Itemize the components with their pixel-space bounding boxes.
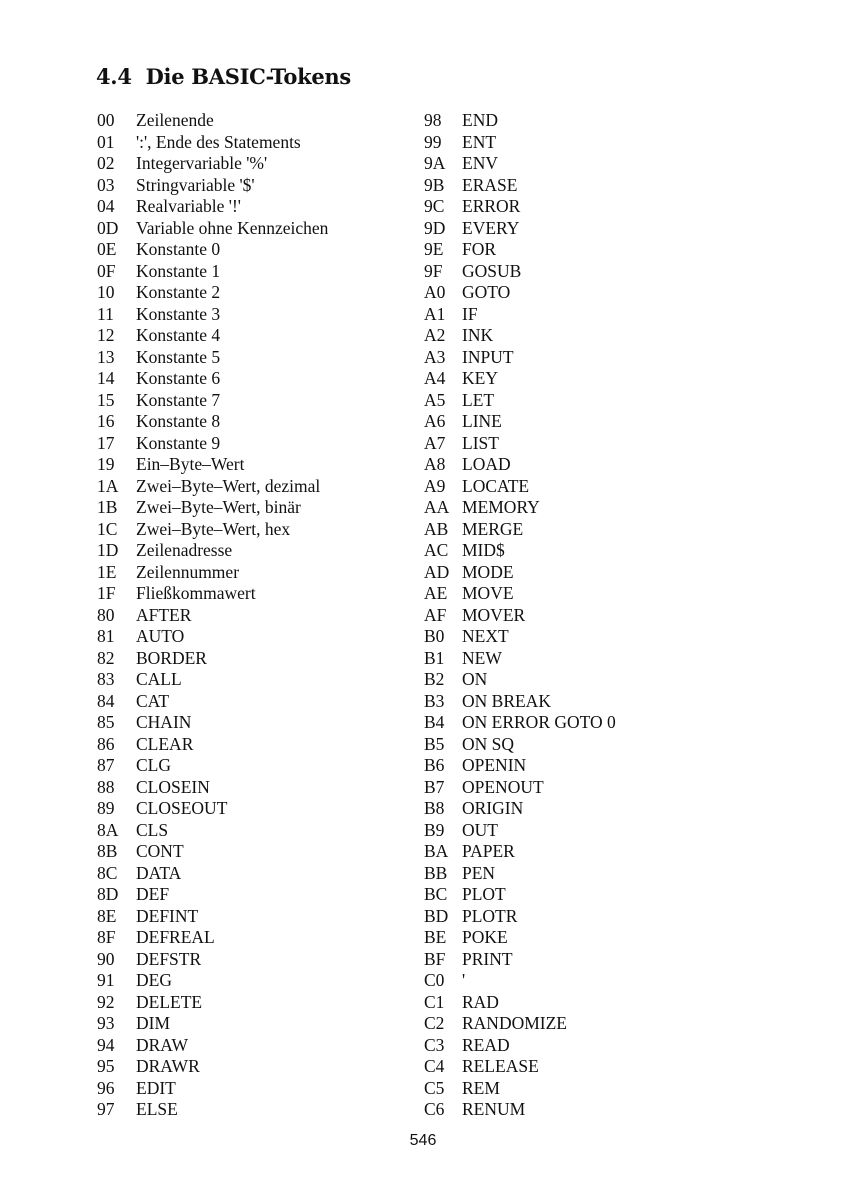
token-row [424, 282, 616, 304]
token-row [97, 669, 328, 691]
token-row [424, 734, 616, 756]
token-code: BF [424, 948, 446, 969]
token-code: 15 [97, 389, 115, 410]
token-code: 04 [97, 196, 115, 216]
token-row [424, 927, 616, 949]
page-number: 546 [409, 1132, 437, 1149]
token-name: DEFINT [136, 905, 199, 926]
token-name: Konstante 1 [136, 260, 221, 281]
token-name: Konstante 6 [136, 368, 221, 388]
token-name: DEFSTR [136, 948, 202, 969]
token-name: CHAIN [136, 712, 192, 732]
token-name: PRINT [462, 948, 513, 969]
token-code: AD [424, 561, 450, 582]
token-code: 83 [97, 669, 115, 689]
token-row [97, 196, 328, 218]
token-code: 96 [97, 1077, 115, 1098]
token-code: 1F [97, 583, 116, 603]
token-row [424, 648, 616, 670]
token-row [424, 669, 616, 691]
token-code: 02 [97, 153, 115, 173]
token-row [97, 110, 328, 132]
token-code: B3 [424, 690, 445, 711]
token-name: CLG [136, 755, 171, 775]
token-code: 86 [97, 733, 115, 754]
token-code: 13 [97, 346, 115, 367]
token-code: 8D [97, 884, 119, 904]
token-row [97, 1056, 328, 1078]
token-code: AB [424, 518, 449, 539]
token-name: Integervariable '%' [136, 153, 268, 173]
token-row [97, 927, 328, 949]
token-name: LIST [462, 432, 499, 453]
token-code: 98 [424, 110, 442, 130]
token-code: B9 [424, 819, 445, 840]
token-code: 0D [97, 217, 119, 238]
token-name: LET [462, 389, 495, 410]
token-row [97, 798, 328, 820]
token-code: BD [424, 905, 449, 926]
token-name: MOVER [462, 604, 526, 625]
token-row [424, 433, 616, 455]
token-code: 9F [424, 260, 443, 281]
token-name: Ein–Byte–Wert [136, 454, 245, 474]
section-number: 4.4 [96, 64, 132, 89]
token-name: AUTO [136, 626, 185, 646]
token-row [424, 261, 616, 283]
token-name: MEMORY [462, 497, 540, 517]
token-code: 11 [97, 303, 114, 324]
token-row [97, 1099, 328, 1121]
token-name: Konstante 5 [136, 346, 221, 367]
token-row [97, 820, 328, 842]
token-name: DIM [136, 1013, 171, 1033]
token-row [424, 325, 616, 347]
token-row [97, 411, 328, 433]
token-row [424, 992, 616, 1014]
token-name: PEN [462, 862, 496, 883]
token-row [424, 712, 616, 734]
token-code: 19 [97, 454, 115, 474]
token-code: 94 [97, 1034, 115, 1055]
token-code: 12 [97, 325, 115, 345]
token-row [97, 476, 328, 498]
token-name: ':', Ende des Statements [136, 131, 301, 152]
token-row [424, 755, 616, 777]
token-name: INPUT [462, 346, 514, 367]
token-row [424, 1035, 616, 1057]
token-row [97, 153, 328, 175]
token-code: B0 [424, 626, 445, 646]
token-row [97, 1035, 328, 1057]
token-row [97, 497, 328, 519]
token-code: 92 [97, 991, 115, 1012]
token-code: 1D [97, 540, 119, 560]
token-row [424, 304, 616, 326]
token-name: RELEASE [462, 1056, 539, 1076]
token-row [424, 949, 616, 971]
token-name: RAD [462, 991, 499, 1012]
token-row [97, 970, 328, 992]
token-row [97, 992, 328, 1014]
token-name: POKE [462, 927, 508, 947]
token-code: A0 [424, 282, 446, 302]
token-name: LOCATE [462, 475, 530, 496]
token-name: Konstante 4 [136, 325, 221, 345]
token-name: RANDOMIZE [462, 1013, 567, 1033]
token-name: DEG [136, 970, 172, 990]
token-name: Zeilennummer [136, 561, 240, 582]
token-name: ERASE [462, 174, 518, 195]
token-code: 8B [97, 841, 118, 861]
token-row [97, 841, 328, 863]
token-row [424, 454, 616, 476]
token-row [97, 304, 328, 326]
token-row [97, 218, 328, 240]
token-row [424, 970, 616, 992]
token-code: A7 [424, 432, 446, 453]
token-name: ON [462, 669, 488, 689]
token-code: 16 [97, 411, 115, 431]
token-row [424, 347, 616, 369]
token-name: MERGE [462, 518, 524, 539]
token-code: AF [424, 604, 447, 625]
token-row [97, 863, 328, 885]
token-code: BB [424, 862, 448, 883]
token-code: A6 [424, 411, 446, 431]
token-code: 8E [97, 905, 117, 926]
token-name: CLS [136, 819, 169, 840]
token-row [424, 519, 616, 541]
token-name: LOAD [462, 454, 511, 474]
token-name: ENV [462, 153, 498, 173]
token-name: END [462, 110, 498, 130]
token-name: AFTER [136, 604, 192, 625]
token-row [424, 153, 616, 175]
token-name: NEW [462, 647, 502, 668]
token-row [97, 605, 328, 627]
token-row [97, 368, 328, 390]
token-row [97, 777, 328, 799]
token-name: ELSE [136, 1099, 178, 1119]
token-row [424, 691, 616, 713]
token-row [97, 239, 328, 261]
token-row [97, 519, 328, 541]
token-name: REM [462, 1077, 500, 1098]
token-code: B4 [424, 712, 445, 732]
token-code: C4 [424, 1056, 445, 1076]
token-row [424, 368, 616, 390]
token-row [97, 1013, 328, 1035]
token-row [424, 1056, 616, 1078]
token-code: A5 [424, 389, 446, 410]
token-code: 91 [97, 970, 115, 990]
token-code: A3 [424, 346, 446, 367]
token-name: GOSUB [462, 260, 522, 281]
token-row [424, 906, 616, 928]
token-name: ON SQ [462, 733, 515, 754]
token-name: ON ERROR GOTO 0 [462, 712, 616, 732]
token-row [97, 132, 328, 154]
token-code: C0 [424, 970, 445, 990]
token-name: OUT [462, 819, 498, 840]
token-row [424, 497, 616, 519]
token-row [424, 841, 616, 863]
token-code: 0E [97, 239, 117, 259]
token-name: CALL [136, 669, 182, 689]
token-row [424, 1078, 616, 1100]
token-code: B7 [424, 776, 445, 797]
token-code: 99 [424, 131, 442, 152]
token-name: ENT [462, 131, 497, 152]
token-code: A8 [424, 454, 446, 474]
token-row [97, 734, 328, 756]
token-code: B2 [424, 669, 445, 689]
token-code: 9E [424, 239, 444, 259]
token-name: Fließkommawert [136, 583, 256, 603]
token-name: RENUM [462, 1099, 526, 1119]
token-code: 10 [97, 282, 115, 302]
token-row [424, 1013, 616, 1035]
token-code: C1 [424, 991, 445, 1012]
token-name: PAPER [462, 841, 515, 861]
token-code: 80 [97, 604, 115, 625]
token-code: 9C [424, 196, 445, 216]
token-row [424, 540, 616, 562]
token-row [97, 583, 328, 605]
token-code: 9D [424, 217, 446, 238]
token-name: Konstante 0 [136, 239, 221, 259]
token-name: GOTO [462, 282, 511, 302]
token-name: Realvariable '!' [136, 196, 241, 216]
token-code: 01 [97, 131, 115, 152]
token-row [97, 755, 328, 777]
token-name: DEFREAL [136, 927, 215, 947]
token-code: C3 [424, 1034, 445, 1055]
token-code: 9B [424, 174, 445, 195]
token-name: CONT [136, 841, 184, 861]
token-code: 1A [97, 475, 119, 496]
token-name: INK [462, 325, 494, 345]
token-name: MODE [462, 561, 514, 582]
token-code: AC [424, 540, 449, 560]
token-row [424, 196, 616, 218]
token-name: CLOSEIN [136, 776, 210, 797]
token-row [97, 433, 328, 455]
token-name: Konstante 9 [136, 432, 221, 453]
token-name: OPENOUT [462, 776, 544, 797]
token-name: Zeilenadresse [136, 540, 233, 560]
token-code: 93 [97, 1013, 115, 1033]
token-code: 0F [97, 260, 116, 281]
token-name: Zwei–Byte–Wert, dezimal [136, 475, 321, 496]
token-code: A4 [424, 368, 446, 388]
token-name: Stringvariable '$' [136, 174, 255, 195]
token-name: NEXT [462, 626, 509, 646]
token-code: 85 [97, 712, 115, 732]
token-row [424, 110, 616, 132]
token-code: 00 [97, 110, 115, 130]
token-row [424, 583, 616, 605]
token-row [424, 476, 616, 498]
token-code: A2 [424, 325, 446, 345]
token-row [97, 540, 328, 562]
token-row [97, 1078, 328, 1100]
token-name: Variable ohne Kennzeichen [136, 217, 329, 238]
token-name: MOVE [462, 583, 514, 603]
token-row [424, 175, 616, 197]
section-title: Die BASIC-Tokens [145, 64, 351, 89]
token-row [424, 390, 616, 412]
token-name: EDIT [136, 1077, 176, 1098]
section-heading [96, 64, 351, 89]
token-code: C6 [424, 1099, 445, 1119]
token-name: Konstante 3 [136, 303, 221, 324]
token-row [97, 261, 328, 283]
token-name: Konstante 7 [136, 389, 221, 410]
token-code: 1E [97, 561, 117, 582]
token-list-right [424, 110, 616, 1121]
token-name: KEY [462, 368, 498, 388]
token-code: 17 [97, 432, 115, 453]
token-name: CAT [136, 690, 170, 711]
token-code: 88 [97, 776, 115, 797]
token-name: ERROR [462, 196, 521, 216]
token-row [97, 949, 328, 971]
token-name: DRAWR [136, 1056, 200, 1076]
token-row [97, 648, 328, 670]
token-list-left [97, 110, 328, 1121]
token-code: 95 [97, 1056, 115, 1076]
token-name: Zeilenende [136, 110, 214, 130]
token-row [97, 626, 328, 648]
token-code: 03 [97, 174, 115, 195]
token-code: BC [424, 884, 448, 904]
token-row [97, 906, 328, 928]
token-row [424, 562, 616, 584]
token-row [424, 626, 616, 648]
token-row [424, 605, 616, 627]
token-name: FOR [462, 239, 497, 259]
token-code: 8A [97, 819, 119, 840]
token-row [97, 712, 328, 734]
token-name: ' [462, 970, 466, 990]
token-code: B5 [424, 733, 445, 754]
token-row [424, 777, 616, 799]
token-code: BE [424, 927, 447, 947]
token-code: 90 [97, 948, 115, 969]
token-row [97, 691, 328, 713]
token-code: B6 [424, 755, 445, 775]
token-name: DRAW [136, 1034, 189, 1055]
token-code: 14 [97, 368, 115, 388]
token-row [97, 347, 328, 369]
token-code: 8F [97, 927, 116, 947]
token-row [424, 863, 616, 885]
token-name: CLOSEOUT [136, 798, 228, 818]
token-code: 8C [97, 862, 118, 883]
token-row [97, 325, 328, 347]
token-row [424, 132, 616, 154]
token-row [424, 411, 616, 433]
token-name: Zwei–Byte–Wert, binär [136, 497, 301, 517]
token-code: 97 [97, 1099, 115, 1119]
token-row [424, 1099, 616, 1121]
token-name: OPENIN [462, 755, 527, 775]
token-name: READ [462, 1034, 510, 1055]
token-code: 9A [424, 153, 446, 173]
token-name: Zwei–Byte–Wert, hex [136, 518, 291, 539]
token-row [97, 454, 328, 476]
token-name: Konstante 8 [136, 411, 221, 431]
token-code: 1C [97, 518, 118, 539]
token-name: IF [462, 303, 478, 324]
token-row [97, 282, 328, 304]
token-name: BORDER [136, 647, 207, 668]
token-name: EVERY [462, 217, 520, 238]
token-name: ON BREAK [462, 690, 551, 711]
token-name: DATA [136, 862, 182, 883]
token-row [97, 562, 328, 584]
token-code: 82 [97, 647, 115, 668]
token-code: 89 [97, 798, 115, 818]
token-code: C5 [424, 1077, 445, 1098]
token-row [424, 798, 616, 820]
token-row [424, 884, 616, 906]
token-code: 81 [97, 626, 115, 646]
token-name: Konstante 2 [136, 282, 221, 302]
token-code: AE [424, 583, 448, 603]
token-code: 87 [97, 755, 115, 775]
token-code: C2 [424, 1013, 445, 1033]
token-code: AA [424, 497, 450, 517]
token-code: A9 [424, 475, 446, 496]
token-code: 1B [97, 497, 118, 517]
token-name: PLOTR [462, 905, 518, 926]
token-name: MID$ [462, 540, 505, 560]
token-row [424, 218, 616, 240]
token-row [97, 175, 328, 197]
token-code: A1 [424, 303, 446, 324]
token-name: CLEAR [136, 733, 194, 754]
token-name: DELETE [136, 991, 203, 1012]
token-code: B8 [424, 798, 445, 818]
token-name: ORIGIN [462, 798, 524, 818]
token-row [424, 239, 616, 261]
token-name: DEF [136, 884, 170, 904]
token-row [97, 884, 328, 906]
token-row [97, 390, 328, 412]
token-code: 84 [97, 690, 115, 711]
token-row [424, 820, 616, 842]
token-code: BA [424, 841, 449, 861]
token-code: B1 [424, 647, 445, 668]
token-name: PLOT [462, 884, 506, 904]
token-name: LINE [462, 411, 502, 431]
